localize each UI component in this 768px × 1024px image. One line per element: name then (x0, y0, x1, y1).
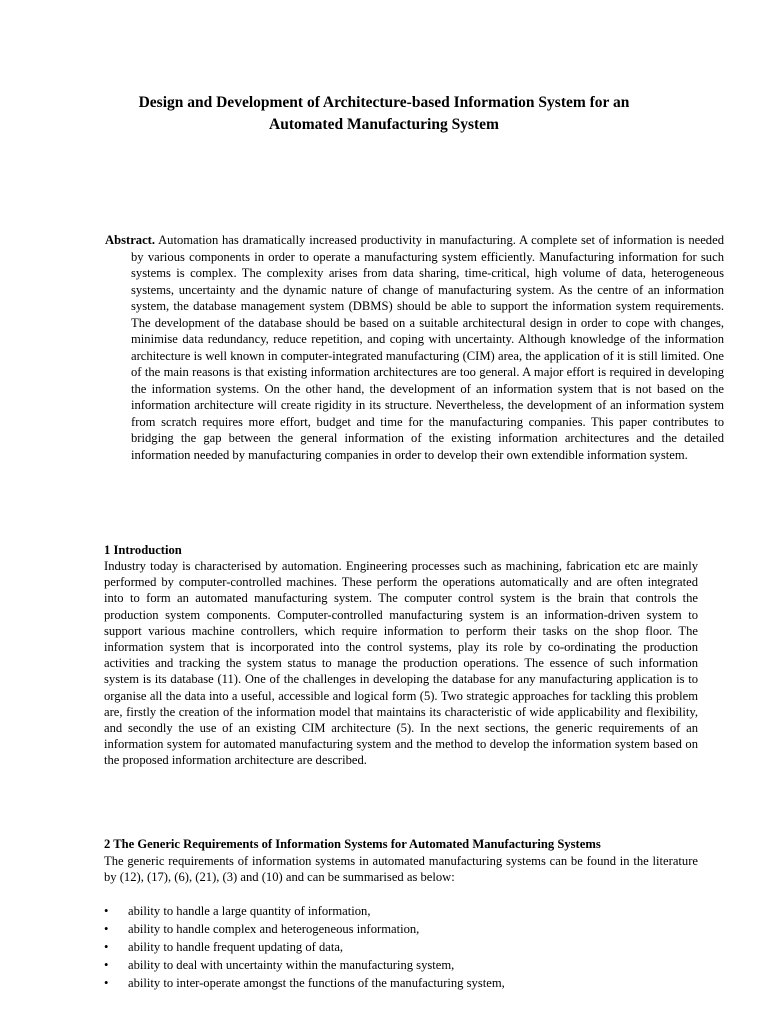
requirements-list (104, 902, 698, 992)
list-item-text: ability to deal with uncertainty within the manufacturing system, (128, 958, 455, 972)
list-item-text: ability to handle complex and heterogeneous information, (128, 922, 420, 936)
list-item (104, 920, 698, 938)
abstract-text: Automation has dramatically increased productivity in manufacturing. A complete set of information is needed by various components in order to operate a manufacturing system efficiently. Manufacturing information for such systems is complex. The complexity arises from data sharing, time-critical, high volume of data, heterogeneous systems, uncertainty and the dynamic nature of change of manufacturing system. As the centre of an information system, the database management system (DBMS) should be able to support the information system requirements. The development of the database should be based on a suitable architectural design in order to cope with changes, minimise data redundancy, reduce repetition, and coping with uncertainty. Although knowledge of the information architecture is well known in computer-integrated manufacturing (CIM) area, the application of it is still limited. One of the main reasons is that existing information architectures are too general. A major effort is required in developing the information systems. On the other hand, the development of an information system that is not based on the information architecture will create rigidity in its structure. Nevertheless, the development of an information system from scratch requires more effort, budget and time for the manufacturing companies. This paper contributes to bridging the gap between the general information of the existing information architectures and the detailed information needed by manufacturing companies in order to develop their own extendible information system. (131, 233, 724, 462)
bullet-icon: • (104, 958, 109, 972)
list-item (104, 974, 698, 992)
list-item (104, 956, 698, 974)
title-line-1: Design and Development of Architecture-based Information System for an (138, 94, 630, 111)
list-item (104, 938, 698, 956)
bullet-icon: • (104, 940, 109, 954)
section-1-heading: 1 Introduction (104, 543, 182, 557)
list-item-text: ability to handle a large quantity of information, (128, 904, 371, 918)
section-1-paragraph: Industry today is characterised by automation. Engineering processes such as machining, fabrication etc are mainly performed by computer-controlled machines. These perform the operations automatically and are often integrated into to form an automated manufacturing system. The computer control system is the brain that controls the production system components. Computer-controlled manufacturing system is an information-driven system to support various machine controllers, which require information to perform their tasks on the shop floor. The information system that is incorporated into the control systems, play its role by co-ordinating the production activities and tracking the system status to manage the production operations. The essence of such information system is its database (11). One of the challenges in developing the database for any manufacturing application is to organise all the data into a useful, accessible and logical form (5). Two strategic approaches for tackling this problem are, firstly the creation of the information model that maintains its characteristic of wide applicability and flexibility, and secondly the use of an existing CIM architecture (5). In the next sections, the generic requirements of an information system for automated manufacturing system and the method to develop the information system based on the proposed information architecture are described. (104, 559, 698, 768)
list-item (104, 902, 698, 920)
list-item-text: ability to inter-operate amongst the functions of the manufacturing system, (128, 976, 505, 990)
bullet-icon: • (104, 922, 109, 936)
paper-title (80, 92, 688, 136)
section-2-paragraph: The generic requirements of information systems in automated manufacturing systems can be found in the literature by (12), (17), (6), (21), (3) and (10) and can be summarised as below: (104, 854, 698, 885)
abstract (105, 232, 724, 463)
bullet-icon: • (104, 976, 109, 990)
bullet-icon: • (104, 904, 109, 918)
list-item-text: ability to handle frequent updating of data, (128, 940, 344, 954)
section-2-heading: 2 The Generic Requirements of Information Systems for Automated Manufacturing Systems (104, 837, 601, 851)
title-line-2: Automated Manufacturing System (269, 116, 499, 133)
abstract-label: Abstract. (105, 233, 156, 247)
